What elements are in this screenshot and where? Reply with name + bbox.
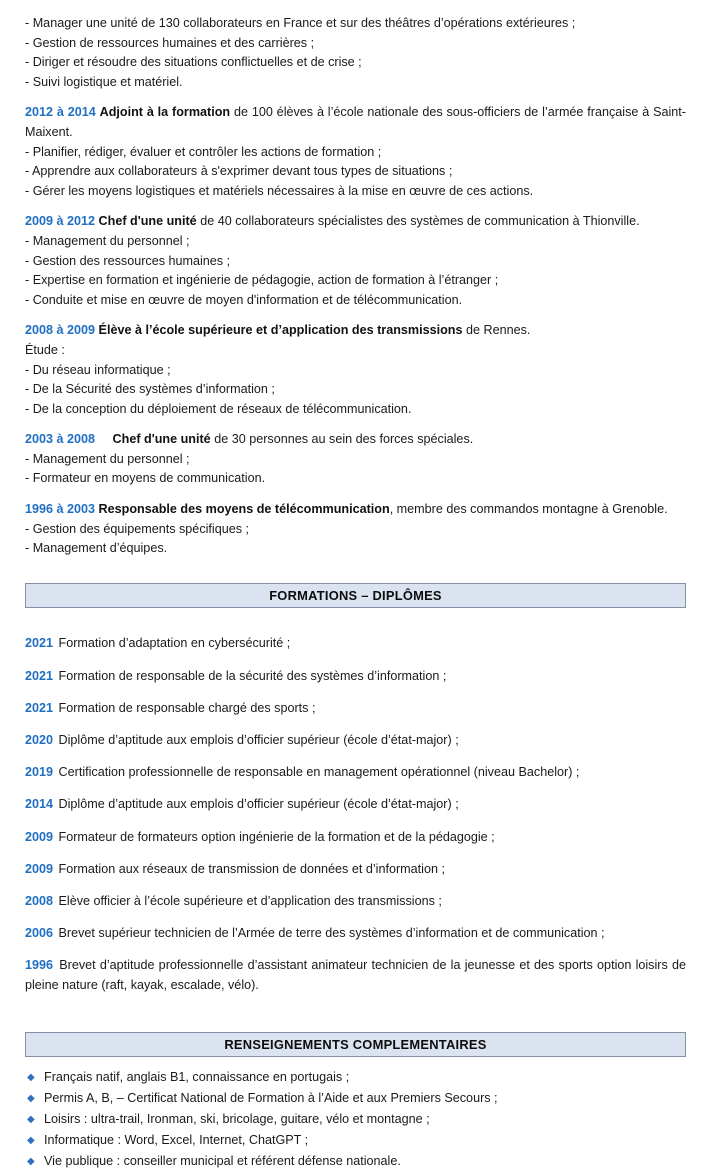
diamond-bullet-icon: ◆ [27, 1156, 35, 1168]
spacer [25, 1057, 686, 1067]
experience-years: 1996 à 2003 [25, 502, 96, 517]
formations-list [25, 634, 686, 995]
experience-years: 2009 à 2012 [25, 214, 96, 229]
list-item-label: Loisirs : ultra-trail, Ironman, ski, bricolage, guitare, vélo et montagne ; [44, 1112, 430, 1127]
list-item: - De la conception du déploiement de réseaux de télécommunication. [25, 401, 412, 416]
formation-item [25, 956, 686, 995]
formation-year: 2021 [25, 700, 54, 715]
formation-year: 2006 [25, 926, 54, 941]
experience-subtitle: Étude : [25, 342, 65, 357]
list-item: - Management du personnel ; [25, 233, 190, 248]
formation-text: Diplôme d’aptitude aux emplois d’officier supérieur (école d’état-major) ; [55, 733, 459, 747]
formation-year: 2014 [25, 797, 54, 812]
experience-role: Adjoint à la formation [99, 105, 231, 120]
formation-text: Formation aux réseaux de transmission de données et d’information ; [55, 861, 445, 876]
experience-heading [25, 500, 686, 520]
experience-years: 2012 à 2014 [25, 105, 96, 120]
spacer [25, 419, 686, 430]
formation-year: 2009 [25, 829, 54, 844]
list-item: - Du réseau informatique ; [25, 362, 171, 377]
formation-year: 2021 [25, 636, 54, 651]
list-item-label: Vie publique : conseiller municipal et référent défense nationale. [44, 1154, 401, 1169]
spacer [25, 310, 686, 321]
list-item: - Gestion de ressources humaines et des carrières ; [25, 35, 315, 50]
list-item: - Formateur en moyens de communication. [25, 471, 266, 486]
experience-entry [25, 500, 686, 559]
section-header-formations [25, 583, 686, 608]
formation-year: 2008 [25, 893, 54, 908]
experience-description: de 30 personnes au sein des forces spéciales. [210, 432, 474, 447]
formation-year: 2020 [25, 733, 54, 747]
list-item [25, 1109, 686, 1130]
formation-text: Elève officier à l’école supérieure et d’application des transmissions ; [55, 893, 442, 908]
formation-item [25, 667, 686, 687]
formation-item [25, 795, 686, 815]
formation-text: Formation de responsable de la sécurité des systèmes d’information ; [55, 668, 447, 683]
section-title: FORMATIONS – DIPLÔMES [269, 587, 442, 603]
experience-role: Chef d'une unité [112, 432, 211, 447]
formation-text: Formation de responsable chargé des sports ; [55, 700, 316, 715]
spacer [25, 92, 686, 103]
list-item: - Management d’équipes. [25, 541, 168, 556]
formation-item [25, 731, 686, 751]
diamond-bullet-icon: ◆ [27, 1135, 35, 1147]
experience-heading [25, 430, 686, 450]
experience-top-bullets [25, 14, 686, 92]
list-item: - Gestion des équipements spécifiques ; [25, 521, 250, 536]
formation-item [25, 828, 686, 848]
list-item-label: Informatique : Word, Excel, Internet, ChatGPT ; [44, 1133, 309, 1148]
spacer [25, 608, 686, 622]
list-item: - Apprendre aux collaborateurs à s'exprimer devant tous types de situations ; [25, 164, 453, 179]
list-item [25, 1067, 686, 1088]
list-item: - Gestion des ressources humaines ; [25, 253, 231, 268]
formation-year: 2019 [25, 765, 54, 780]
experience-description: de Rennes. [462, 323, 531, 338]
list-item: - Management du personnel ; [25, 451, 190, 466]
diamond-bullet-icon: ◆ [27, 1114, 35, 1126]
experience-role: Élève à l’école supérieure et d’application des transmissions [98, 323, 463, 338]
spacer [25, 559, 686, 583]
experience-entry [25, 103, 686, 201]
experience-description: de 40 collaborateurs spécialistes des systèmes de communication à Thionville. [196, 214, 640, 229]
experience-description: de 100 élèves à l’école nationale des sous-officiers de l’armée française à Saint-Maixent. [25, 105, 686, 139]
section-header-renseignements [25, 1032, 686, 1057]
spacer [25, 489, 686, 500]
list-item-label: Permis A, B, – Certificat National de Formation à l’Aide et aux Premiers Secours ; [44, 1091, 498, 1106]
formation-year: 2009 [25, 861, 54, 876]
list-item-label: Français natif, anglais B1, connaissance en portugais ; [44, 1070, 350, 1085]
formation-item [25, 924, 686, 944]
list-item: - Suivi logistique et matériel. [25, 74, 183, 89]
list-item: - Manager une unité de 130 collaborateurs en France et sur des théâtres d’opérations extérieures ; [25, 16, 576, 30]
formation-text: Formateur de formateurs option ingénierie de la formation et de la pédagogie ; [55, 829, 495, 844]
list-item: - Expertise en formation et ingénierie de pédagogie, action de formation à l’étranger ; [25, 273, 499, 288]
diamond-bullet-icon: ◆ [27, 1093, 35, 1105]
formation-text: Brevet d’aptitude professionnelle d’assistant animateur technicien de la jeunesse et des sports option loisirs de pleine nature (raft, kayak, escalade, vélo). [25, 958, 686, 992]
formation-year: 2021 [25, 668, 54, 683]
formation-item [25, 892, 686, 912]
formation-year: 1996 [25, 958, 54, 973]
formation-text: Formation d’adaptation en cybersécurité ; [55, 636, 291, 651]
experience-description: , membre des commandos montagne à Grenoble. [389, 502, 668, 517]
experience-heading [25, 212, 686, 232]
list-item [25, 1130, 686, 1151]
experience-heading [25, 103, 686, 142]
list-item: - Gérer les moyens logistiques et matériels nécessaires à la mise en œuvre de ces actions. [25, 183, 534, 198]
list-item: - Diriger et résoudre des situations conflictuelles et de crise ; [25, 55, 362, 70]
section-title: RENSEIGNEMENTS COMPLEMENTAIRES [224, 1037, 487, 1053]
experience-entry [25, 321, 686, 419]
list-item: - Planifier, rédiger, évaluer et contrôler les actions de formation ; [25, 144, 382, 159]
list-item [25, 1151, 686, 1172]
formation-item [25, 860, 686, 880]
renseignements-list [25, 1067, 686, 1172]
experience-years: 2003 à 2008 [25, 432, 96, 447]
experience-entry [25, 212, 686, 310]
formation-item [25, 699, 686, 719]
experience-years: 2008 à 2009 [25, 323, 96, 338]
experience-heading [25, 321, 686, 341]
spacer [25, 1008, 686, 1032]
diamond-bullet-icon: ◆ [27, 1072, 35, 1084]
list-item: - De la Sécurité des systèmes d’information ; [25, 382, 275, 397]
experience-role: Chef d'une unité [98, 214, 197, 229]
formation-item [25, 763, 686, 783]
formation-text: Certification professionnelle de responsable en management opérationnel (niveau Bachelor) ; [55, 765, 580, 780]
formation-text: Diplôme d’aptitude aux emplois d’officier supérieur (école d’état-major) ; [55, 797, 459, 812]
experience-entry [25, 430, 686, 489]
formation-text: Brevet supérieur technicien de l’Armée de terre des systèmes d’information et de communication ; [55, 926, 605, 941]
list-item [25, 1088, 686, 1109]
formation-item [25, 634, 686, 654]
list-item: - Conduite et mise en œuvre de moyen d'information et de télécommunication. [25, 292, 463, 307]
experience-role: Responsable des moyens de télécommunication [98, 502, 390, 517]
spacer [25, 201, 686, 212]
